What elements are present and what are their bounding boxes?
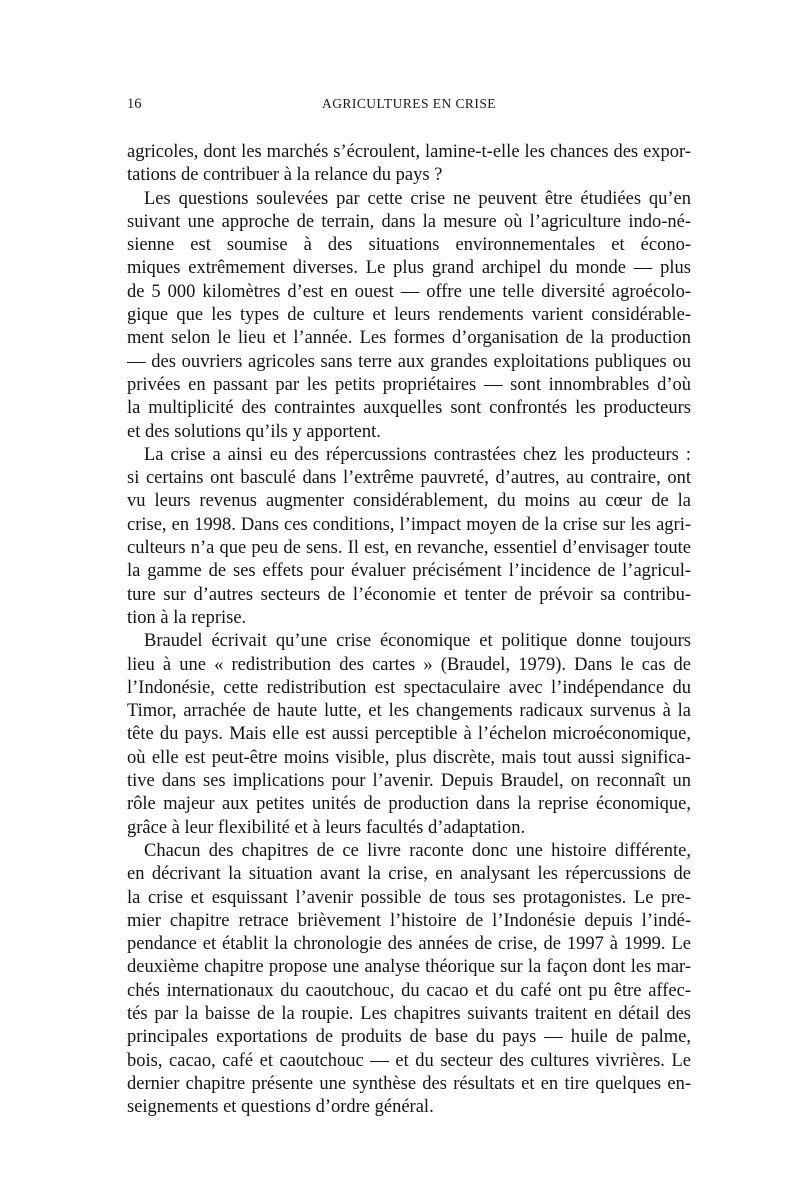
text-line: sienne est soumise à des situations environnementales et écono- (127, 235, 691, 256)
text-line: culteurs n’a que peu de sens. Il est, en revanche, essentiel d’envisager toute (127, 538, 691, 559)
running-title: AGRICULTURES EN CRISE (322, 96, 496, 111)
text-line: tion à la reprise. (127, 607, 247, 628)
text-line: où elle est peut-être moins visible, plus discrète, mais tout aussi significa- (127, 747, 691, 768)
text-line: Timor, arrachée de haute lutte, et les changements radicaux survenus à la (127, 701, 691, 722)
text-line: suivant une approche de terrain, dans la mesure où l’agriculture indo-né- (127, 211, 691, 232)
text-line: Chacun des chapitres de ce livre raconte donc une histoire différente, (144, 840, 691, 861)
text-line: tés par la baisse de la roupie. Les chapitres suivants traitent en détail des (127, 1003, 691, 1024)
text-line: mier chapitre retrace brièvement l’histoire de l’Indonésie depuis l’indé- (127, 910, 691, 931)
text-line: et des solutions qu’ils y apportent. (127, 421, 381, 442)
paragraph (127, 630, 691, 840)
text-line: crise, en 1998. Dans ces conditions, l’impact moyen de la crise sur les agri- (127, 514, 691, 535)
text-line: lieu à une « redistribution des cartes » (Braudel, 1979). Dans le cas de (127, 654, 691, 675)
text-line: rôle majeur aux petites unités de production dans la reprise économique, (127, 794, 691, 815)
page-header (127, 96, 691, 116)
paragraph (127, 141, 691, 188)
text-line: pendance et établit la chronologie des années de crise, de 1997 à 1999. Le (127, 934, 691, 955)
text-line: si certains ont basculé dans l’extrême pauvreté, d’autres, au contraire, ont (127, 468, 691, 489)
text-line: ment selon le lieu et l’année. Les formes d’organisation de la production (127, 328, 691, 349)
paragraph (127, 188, 691, 444)
paragraph (127, 840, 691, 1120)
text-line: chés internationaux du caoutchouc, du cacao et du café ont pu être affec- (127, 980, 691, 1001)
text-line: vu leurs revenus augmenter considérablement, du moins au cœur de la (127, 491, 691, 512)
text-line: grâce à leur flexibilité et à leurs facultés d’adaptation. (127, 817, 526, 838)
paragraph (127, 444, 691, 630)
text-line: miques extrêmement diverses. Le plus grand archipel du monde — plus (127, 258, 691, 279)
text-line: La crise a ainsi eu des répercussions contrastées chez les producteurs : (144, 444, 691, 465)
text-line: agricoles, dont les marchés s’écroulent, lamine-t-elle les chances des expor- (127, 142, 691, 162)
text-line: Les questions soulevées par cette crise ne peuvent être étudiées qu’en (144, 188, 691, 209)
text-line: seignements et questions d’ordre général. (127, 1097, 434, 1118)
text-line: de 5 000 kilomètres d’est en ouest — offre une telle diversité agroécolo- (127, 281, 691, 302)
text-line: dernier chapitre présente une synthèse des résultats et en tire quelques en- (127, 1073, 691, 1094)
text-line: deuxième chapitre propose une analyse théorique sur la façon dont les mar- (127, 957, 691, 978)
body-text (127, 141, 691, 1119)
page-number: 16 (127, 96, 142, 112)
text-line: ture sur d’autres secteurs de l’économie et tenter de prévoir sa contribu- (127, 584, 691, 605)
text-line: gique que les types de culture et leurs rendements varient considérable- (127, 305, 691, 326)
text-line: — des ouvriers agricoles sans terre aux grandes exploitations publiques ou (127, 351, 691, 372)
text-line: la multiplicité des contraintes auxquelles sont confrontés les producteurs (127, 398, 691, 419)
text-line: bois, cacao, café et caoutchouc — et du secteur des cultures vivrières. Le (127, 1050, 691, 1071)
text-line: tations de contribuer à la relance du pays ? (127, 165, 443, 186)
text-line: privées en passant par les petits propriétaires — sont innombrables d’où (127, 374, 691, 395)
text-line: la gamme de ses effets pour évaluer précisément l’incidence de l’agricul- (127, 561, 691, 582)
text-line: la crise et esquissant l’avenir possible de tous ses protagonistes. Le pre- (127, 887, 691, 908)
text-line: principales exportations de produits de base du pays — huile de palme, (127, 1027, 691, 1048)
text-line: l’Indonésie, cette redistribution est spectaculaire avec l’indépendance du (127, 677, 691, 698)
text-line: Braudel écrivait qu’une crise économique et politique donne toujours (144, 631, 691, 652)
text-line: en décrivant la situation avant la crise, en analysant les répercussions de (127, 864, 691, 885)
text-line: tête du pays. Mais elle est aussi perceptible à l’échelon microéconomique, (127, 724, 691, 745)
text-line: tive dans ses implications pour l’avenir. Depuis Braudel, on reconnaît un (127, 771, 691, 792)
